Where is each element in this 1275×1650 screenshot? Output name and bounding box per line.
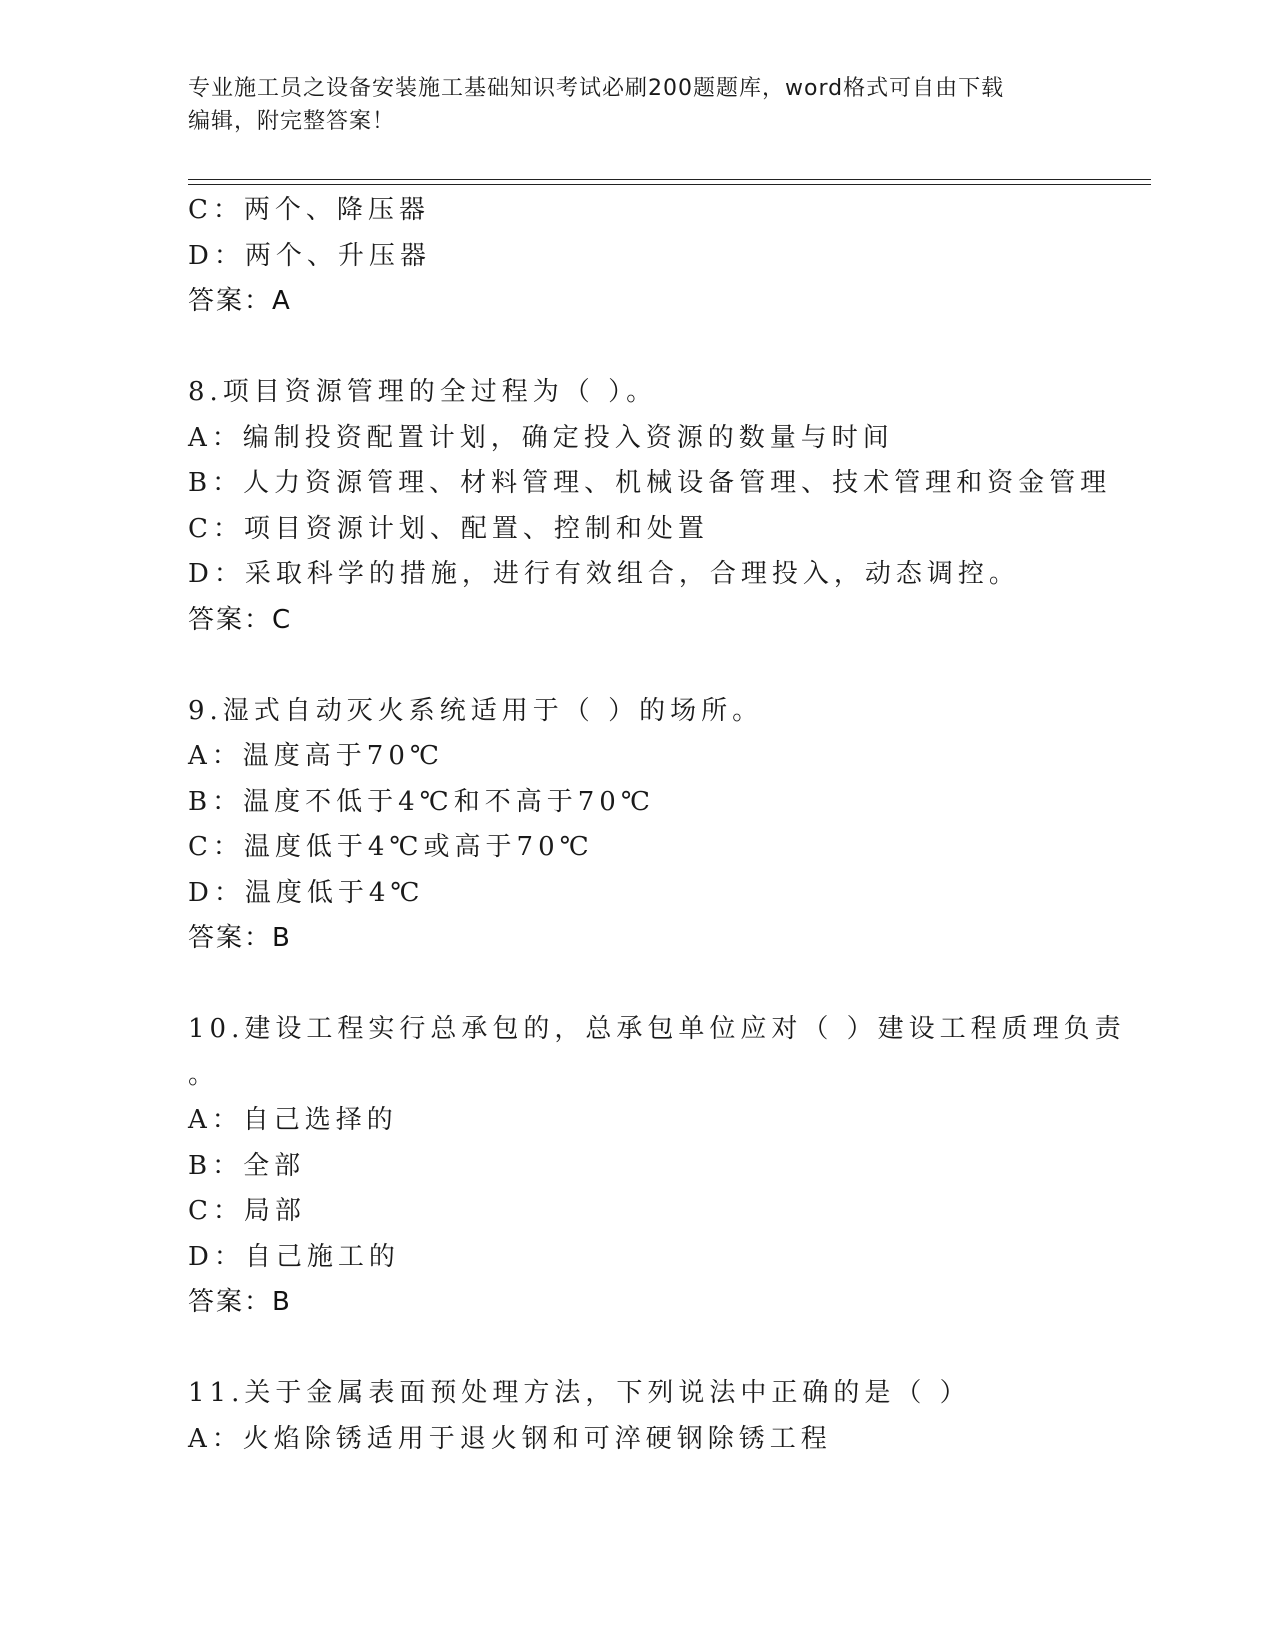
option-a: A：温度高于70℃ [188, 741, 444, 771]
question-10 [188, 1007, 1128, 1326]
answer-line: 答案：A [188, 286, 292, 316]
header-title-line-2: 编辑，附完整答案！ [188, 109, 396, 134]
question-8 [188, 370, 1128, 643]
option-c: C：温度低于4℃或高于70℃ [188, 832, 594, 862]
spacer [188, 643, 1128, 689]
question-list [188, 188, 1128, 1462]
option-b: B：全部 [188, 1150, 306, 1181]
question-stem-line-2: 。 [188, 1059, 220, 1090]
option-c: C：局部 [188, 1196, 306, 1226]
option-d: D：自己施工的 [188, 1241, 400, 1272]
spacer [188, 962, 1128, 1008]
option-d: D：两个、升压器 [188, 240, 431, 271]
option-b: B：温度不低于4℃和不高于70℃ [188, 786, 655, 817]
spacer [188, 325, 1128, 371]
header-divider-bottom [188, 184, 1151, 185]
header-divider-top [188, 179, 1151, 180]
option-a: A：火焰除锈适用于退火钢和可淬硬钢除锈工程 [188, 1423, 832, 1454]
option-d: D：温度低于4℃ [188, 877, 425, 908]
question-9 [188, 689, 1128, 962]
spacer [188, 1326, 1128, 1372]
question-stem: 8.项目资源管理的全过程为（ ）。 [188, 377, 658, 407]
question-stem-line-1: 10.建设工程实行总承包的，总承包单位应对（ ）建设工程质理负责 [188, 1014, 1126, 1044]
option-c: C：项目资源计划、配置、控制和处置 [188, 513, 709, 544]
header-title-line-1: 专业施工员之设备安装施工基础知识考试必刷200题题库，word格式可自由下载 [188, 76, 1005, 101]
document-header [188, 72, 1068, 138]
option-a: A：编制投资配置计划，确定投入资源的数量与时间 [188, 422, 894, 453]
question-7-tail [188, 188, 1128, 325]
answer-line: 答案：B [188, 923, 292, 953]
answer-line: 答案：B [188, 1287, 292, 1317]
option-b: B：人力资源管理、材料管理、机械设备管理、技术管理和资金管理 [188, 468, 1112, 498]
option-d: D：采取科学的措施，进行有效组合，合理投入，动态调控。 [188, 559, 1020, 589]
question-11 [188, 1371, 1128, 1462]
option-c: C：两个、降压器 [188, 195, 430, 225]
question-stem: 9.湿式自动灭火系统适用于（ ）的场所。 [188, 695, 764, 726]
answer-line: 答案：C [188, 604, 293, 635]
option-a: A：自己选择的 [188, 1105, 398, 1135]
question-stem: 11.关于金属表面预处理方法，下列说法中正确的是（ ） [188, 1378, 971, 1408]
